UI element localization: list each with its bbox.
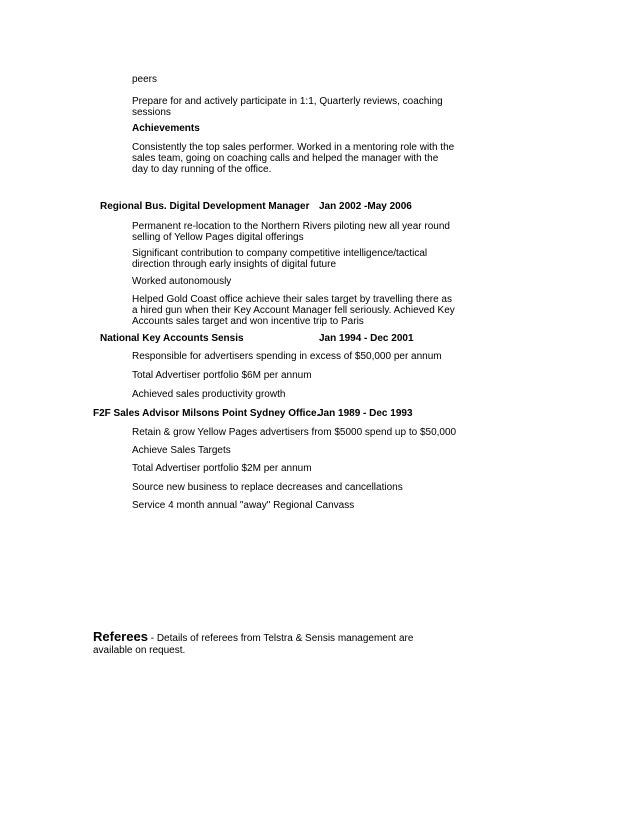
job-item: Total Advertiser portfolio $2M per annum — [132, 463, 312, 474]
referees-block — [93, 631, 453, 657]
job-item: Total Advertiser portfolio $6M per annum — [132, 370, 312, 381]
referees-heading: Referees — [93, 629, 148, 644]
job-title: Regional Bus. Digital Development Manager — [100, 201, 310, 212]
job-item: Significant contribution to company competitive intelligence/tactical direction through early insights of digital future — [132, 248, 428, 270]
text-prepare-reviews: Prepare for and actively participate in 1:1, Quarterly reviews, coaching sessions — [132, 96, 443, 118]
referees-text: - Details of referees from Telstra & Sensis management are available on request. — [93, 633, 414, 656]
job-item: Responsible for advertisers spending in excess of $50,000 per annum — [132, 351, 442, 362]
achievements-text: Consistently the top sales performer. Worked in a mentoring role with the sales team, going on coaching calls and helped the manager with the day to day running of the office. — [132, 142, 455, 175]
job-item: Retain & grow Yellow Pages advertisers from $5000 spend up to $50,000 — [132, 427, 457, 438]
job-dates: Jan 1994 - Dec 2001 — [319, 333, 414, 344]
job-dates: Jan 1989 - Dec 1993 — [318, 408, 413, 419]
job-item: Helped Gold Coast office achieve their sales target by travelling there as a hired gun when their Key Account Manager fell seriously. Achieved Key Accounts sales target and won incentive trip to Paris — [132, 294, 455, 327]
job-item: Achieve Sales Targets — [132, 445, 231, 456]
job-item: Worked autonomously — [132, 276, 232, 287]
job-dates: Jan 2002 -May 2006 — [319, 201, 412, 212]
job-item: Source new business to replace decreases and cancellations — [132, 482, 403, 493]
text-peers: peers — [132, 74, 158, 85]
job-title: F2F Sales Advisor Milsons Point Sydney Office. — [93, 408, 320, 419]
job-item: Service 4 month annual "away" Regional Canvass — [132, 500, 355, 511]
job-item: Permanent re-location to the Northern Rivers piloting new all year round selling of Yellow Pages digital offerings — [132, 221, 450, 243]
achievements-heading: Achievements — [132, 123, 200, 134]
job-item: Achieved sales productivity growth — [132, 389, 286, 400]
job-title: National Key Accounts Sensis — [100, 333, 244, 344]
